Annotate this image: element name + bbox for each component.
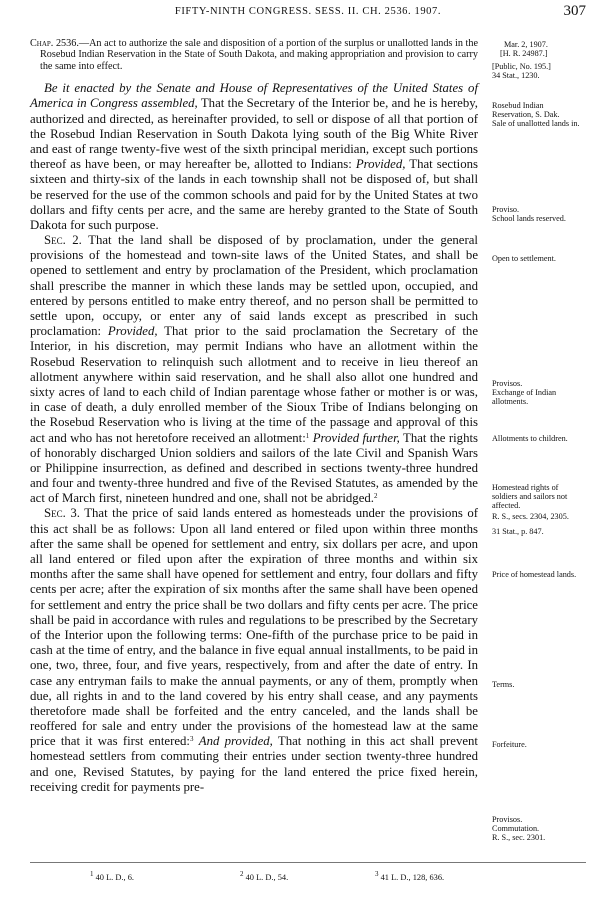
margin-note-commutation — [492, 815, 586, 843]
section-1-proviso-text: That sections sixteen and thirty-six of the lands in each township shall not be disposed of, but shall be reserved for the use of the common schools and paid for by the United States at two dollars and fifty cents per acre, and the same are hereby granted to the State of South Dakota for such purpose. — [30, 157, 478, 232]
margin-rs-2304: R. S., secs. 2304, 2305. — [492, 512, 569, 521]
footnote-ref-2: 2 — [373, 492, 378, 501]
margin-note-homestead-rights — [492, 483, 584, 511]
margin-public: [Public, No. 195.] — [492, 62, 551, 71]
enacting-formula: Be it enacted by the Senate and House of Representatives of the United States of America in Congress assembled, — [30, 81, 478, 111]
margin-note-rosebud — [492, 101, 582, 129]
margin-note-exchange — [492, 379, 586, 407]
margin-sale: Sale of unallotted lands in. — [492, 119, 580, 129]
margin-rs-2301: R. S., sec. 2301. — [492, 833, 546, 843]
margin-homestead-rights: Homestead rights of soldiers and sailors not affected. — [492, 483, 568, 511]
chapter-heading — [30, 38, 478, 72]
margin-allotments: Allotments to children. — [492, 434, 568, 443]
margin-forfeiture: Forfeiture. — [492, 740, 527, 749]
margin-date: Mar. 2, 1907. — [504, 40, 548, 49]
margin-provisos: Provisos. — [492, 379, 523, 388]
section-3-text-b: That nothing in this act shall prevent homestead settlers from commuting their entries under section twenty-three hundred and one, Revised Statutes, by paying for the land entered the price fixed herein, receiving credit for payments pre- — [30, 734, 478, 794]
margin-note-forfeiture — [492, 740, 586, 749]
proviso-word: Provided, — [355, 157, 406, 172]
margin-commutation: Commutation. — [492, 824, 540, 834]
margin-note-date — [492, 40, 586, 58]
margin-school: School lands reserved. — [492, 214, 566, 224]
statute-text — [30, 38, 478, 795]
footnote-divider — [30, 862, 586, 863]
enacting-clause — [30, 81, 478, 233]
section-2 — [30, 233, 478, 506]
section-2-label: Sec. 2. — [44, 233, 82, 248]
footnote-mark: 3 — [375, 870, 379, 878]
margin-note-public — [492, 62, 586, 80]
footnote-mark: 1 — [90, 870, 94, 878]
margin-rosebud: Rosebud Indian Reservation, S. Dak. — [492, 101, 560, 120]
page-number: 307 — [563, 3, 586, 19]
margin-note-open — [492, 254, 586, 263]
section-2-text-c: That the rights of honorably discharged Union soldiers and sailors of the late Civil and Spanish Wars or Philippine insurrection, as defined and described in sections twenty-three hundred and four and twenty-three hundred and five of the Revised Statutes, as amended by the act of March first, nineteen hundred and one, shall not be abridged. — [30, 430, 478, 506]
margin-note-stat-847 — [492, 527, 586, 536]
footnote-mark: 2 — [240, 870, 244, 878]
margin-note-terms — [492, 680, 586, 689]
margin-note-school — [492, 205, 582, 223]
footnote-text: 40 L. D., 54. — [245, 873, 289, 882]
proviso-word: Provided further, — [312, 430, 400, 445]
footnote-text: 40 L. D., 6. — [95, 873, 134, 882]
margin-open: Open to settlement. — [492, 254, 556, 263]
section-3-label: Sec. 3. — [44, 506, 80, 521]
footnote-1 — [90, 870, 134, 882]
footnote-2 — [240, 870, 289, 882]
margin-proviso: Proviso. — [492, 205, 520, 214]
footnote-ref-3: 3 — [189, 735, 194, 744]
margin-note-rs-2304 — [492, 512, 586, 521]
section-2-text-a: That the land shall be disposed of by proclamation, under the general provisions of the homestead and town-site laws of the United States, and shall be opened to settlement and entry by proclamation of the President, which proclamation shall prescribe the manner in which these lands may be settled upon, occupied, and entered by persons entitled to make entry thereof, and no person shall be permitted to settle upon, occupy, or enter any of said lands except as prescribed in such proclamation: — [30, 233, 478, 339]
running-title: FIFTY-NINTH CONGRESS. SESS. II. CH. 2536. 1907. — [174, 6, 442, 17]
section-3 — [30, 506, 478, 795]
margin-note-allotments — [492, 434, 582, 443]
section-3-text-a: That the price of said lands entered as homesteads under the provisions of this act shall be as follows: Upon all land entered or filed upon within three months after the same shall be opened for settlement and entry, six dollars per acre, and upon all land entered or filed upon after the expiration of three months and within six months after the same shall have opened for settlement and entry, four dollars and fifty cents per acre; after the expiration of six months after the same shall have been opened for settlement and entry the price shall be two dollars and fifty cents per acre. The price shall be paid in accordance with rules and regulations to be prescribed by the Secretary of the Interior upon the following terms: One-fifth of the purchase price to be paid in cash at the time of entry, and the balance in five equal annual installments, to be paid in one, two, three, four, and five years, respectively, from and after the date of entry. In case any entryman fails to make the annual payments, or any of them, promptly when due, all rights in and to the land covered by his entry shall cease, and any payments theretofore made shall be forfeited and the entry canceled, and the lands shall be reoffered for sale and entry under the provisions of the homestead law at the same price that it was first entered: — [30, 506, 478, 749]
running-header — [30, 3, 586, 22]
proviso-word: And provided, — [198, 734, 273, 749]
margin-provisos-2: Provisos. — [492, 815, 523, 824]
margin-price: Price of homestead lands. — [492, 570, 577, 579]
margin-note-price — [492, 570, 582, 579]
margin-exchange: Exchange of Indian allotments. — [492, 388, 557, 407]
margin-stat: 34 Stat., 1230. — [492, 71, 540, 81]
margin-bill: [H. R. 24987.] — [500, 49, 548, 59]
margin-terms: Terms. — [492, 680, 515, 689]
chapter-title: —An act to authorize the sale and disposition of a portion of the surplus or unallotted lands in the Rosebud Indian Reservation in the State of South Dakota, and making appropriation and provision to carry the same into effect. — [40, 38, 478, 72]
section-1-text: That the Secretary of the Interior be, and he is hereby, authorized and directed, as hereinafter provided, to sell or dispose of all that portion of the Rosebud Indian Reservation in South Dakota lying south of the Big White River and east of range twenty-five west of the sixth principal meridian, except such portions thereof as have been, or may hereafter be, allotted to Indians: — [30, 96, 478, 172]
chapter-label: Chap. 2536. — [30, 38, 79, 49]
footnote-text: 41 L. D., 128, 636. — [380, 873, 445, 882]
section-2-text-b: That prior to the said proclamation the Secretary of the Interior, in his discretion, may permit Indians who have an allotment within the Rosebud Reservation to relinquish such allotment and to receive in lieu thereof an allotment anywhere within said reservation, and he shall also allot one hundred and sixty acres of land to each child of Indian parentage whose father or mother is or was, in case of death, a duly enrolled member of the Sioux Tribe of Indians belonging on the Rosebud Reservation who is living at the time of the passage and approval of this act and who has not heretofore received an allotment: — [30, 324, 478, 445]
proviso-word: Provided, — [107, 324, 158, 339]
footnote-ref-1: 1 — [305, 431, 310, 440]
margin-stat-847: 31 Stat., p. 847. — [492, 527, 544, 536]
footnote-3 — [375, 870, 445, 882]
